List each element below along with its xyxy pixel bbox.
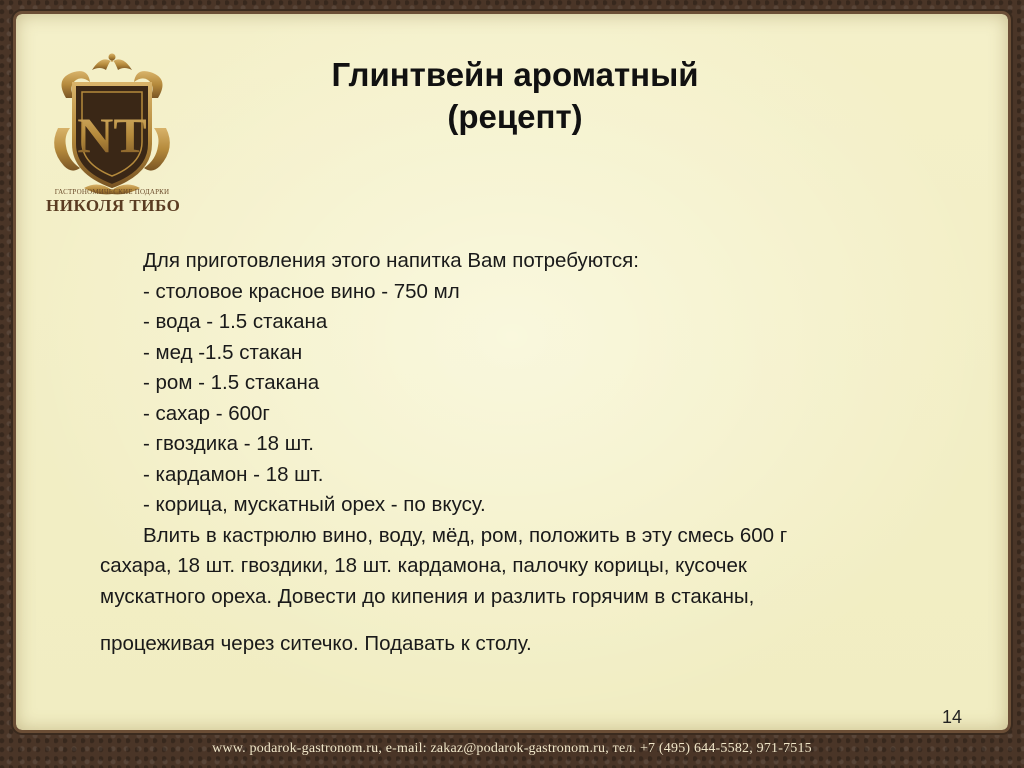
ingredient-item: - ром - 1.5 стакана — [143, 371, 320, 394]
page-title — [250, 54, 780, 138]
instruction-line: сахара, 18 шт. гвоздики, 18 шт. кардамона, палочку корицы, кусочек — [100, 554, 747, 577]
ingredient-item: - кардамон - 18 шт. — [143, 462, 324, 486]
logo-brand-name: НИКОЛЯ ТИБО — [46, 196, 181, 215]
ingredient-item: - столовое красное вино - 750 мл — [143, 279, 460, 303]
ingredient-item: - корица, мускатный орех - по вкусу. — [143, 493, 486, 516]
title-line-2: (рецепт) — [447, 98, 583, 135]
title-line-1: Глинтвейн ароматный — [331, 56, 699, 93]
svg-text:NT: NT — [77, 107, 147, 163]
instruction-line: Влить в кастрюлю вино, воду, мёд, ром, положить в эту смесь 600 г — [143, 523, 788, 547]
crest-icon — [44, 48, 180, 198]
ingredient-item: - мед -1.5 стакан — [143, 340, 303, 364]
ingredient-item: - вода - 1.5 стакана — [143, 310, 328, 333]
ingredient-item: - гвоздика - 18 шт. — [143, 432, 314, 455]
footer-contacts: www. podarok-gastronom.ru, e-mail: zakaz@podarok-gastronom.ru, тел. +7 (495) 644-5582, 971-7515 — [212, 741, 812, 756]
ingredient-item: - сахар - 600г — [143, 401, 270, 425]
instruction-line: процеживая через ситечко. Подавать к столу. — [100, 632, 532, 655]
instruction-line: мускатного ореха. Довести до кипения и разлить горячим в стаканы, — [100, 584, 755, 608]
page-number: 14 — [941, 707, 962, 727]
logo-tagline: ГАСТРОНОМИЧЕСКИЕ ПОДАРКИ — [54, 188, 170, 196]
recipe-intro: Для приготовления этого напитка Вам потребуются: — [143, 249, 639, 272]
recipe-body — [100, 246, 980, 660]
